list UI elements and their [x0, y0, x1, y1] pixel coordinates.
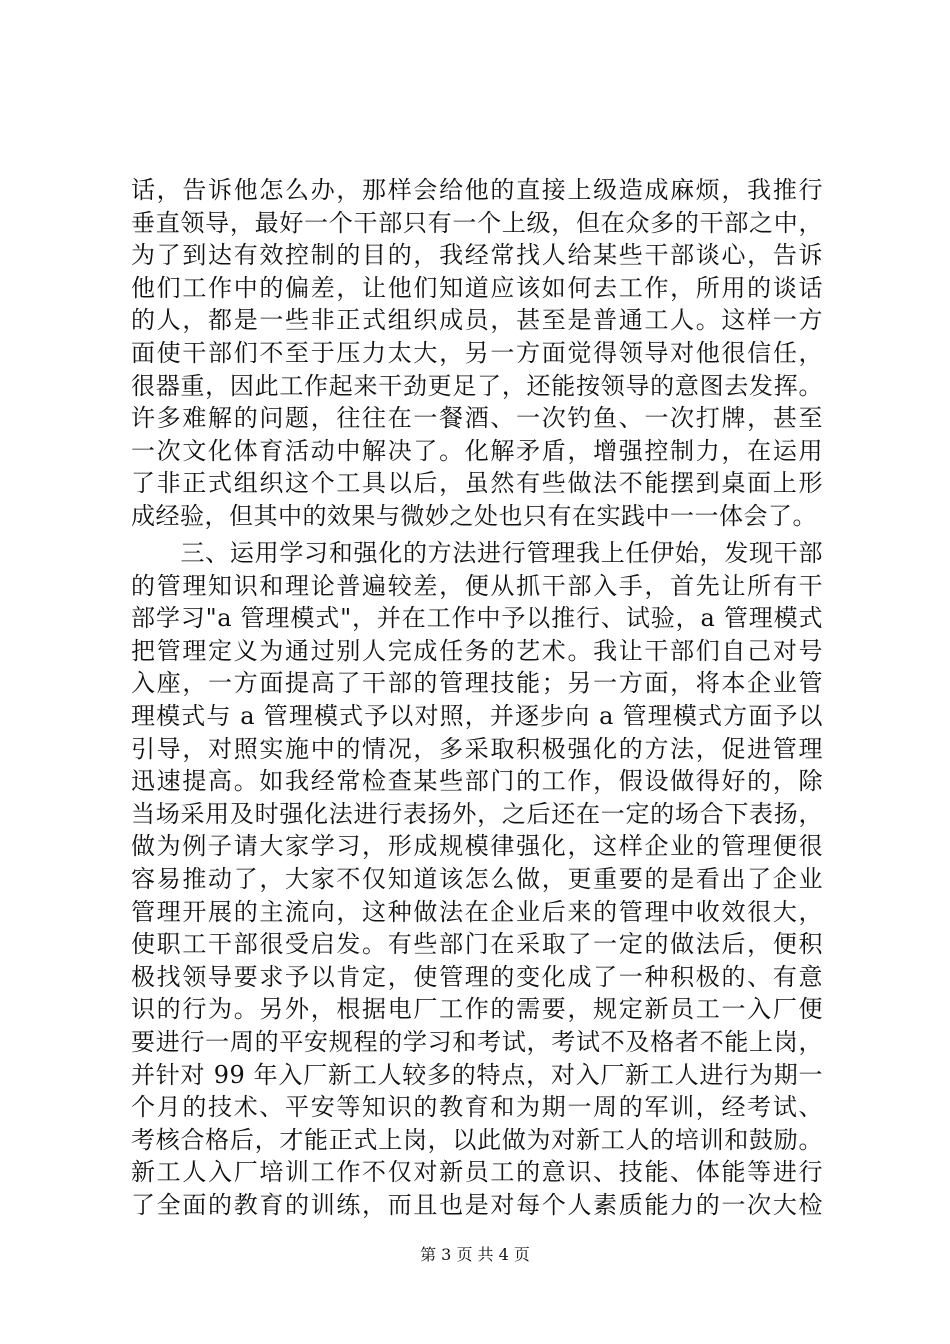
text-line: 并针对 99 年入厂新工人较多的特点，对入厂新工人进行为期一	[131, 1060, 823, 1089]
text-line: 新工人入厂培训工作不仅对新员工的意识、技能、体能等进行	[131, 1158, 823, 1187]
text-line: 当场采用及时强化法进行表扬外，之后还在一定的场合下表扬，	[131, 799, 823, 828]
text-line: 入座，一方面提高了干部的管理技能；另一方面，将本企业管	[131, 669, 823, 698]
text-line: 很器重，因此工作起来干劲更足了，还能按领导的意图去发挥。	[131, 371, 823, 400]
text-line: 了非正式组织这个工具以后，虽然有些做法不能摆到桌面上形	[131, 469, 823, 498]
text-line: 他们工作中的偏差，让他们知道应该如何去工作，所用的谈话	[131, 273, 823, 302]
text-line: 垂直领导，最好一个干部只有一个上级，但在众多的干部之中，	[131, 208, 823, 237]
text-line: 话，告诉他怎么办，那样会给他的直接上级造成麻烦，我推行	[131, 176, 823, 204]
text-line: 许多难解的问题，往往在一餐酒、一次钓鱼、一次打牌，甚至	[131, 404, 823, 433]
paragraph-2	[131, 537, 823, 1221]
text-line: 的管理知识和理论普遍较差，便从抓干部入手，首先让所有干	[131, 571, 823, 600]
text-line: 个月的技术、平安等知识的教育和为期一周的军训，经考试、	[131, 1093, 823, 1122]
text-line: 要进行一周的平安规程的学习和考试，考试不及格者不能上岗，	[131, 1027, 823, 1056]
text-line: 使职工干部很受启发。有些部门在采取了一定的做法后，便积	[131, 930, 823, 959]
text-line: 管理开展的主流向，这种做法在企业后来的管理中收效很大，	[131, 897, 823, 926]
text-line: 做为例子请大家学习，形成规模律强化，这样企业的管理便很	[131, 832, 823, 861]
text-line: 为了到达有效控制的目的，我经常找人给某些干部谈心，告诉	[131, 241, 823, 270]
text-line: 部学习"a 管理模式"，并在工作中予以推行、试验，a 管理模式	[131, 604, 823, 633]
text-line: 考核合格后，才能正式上岗，以此做为对新工人的培训和鼓励。	[131, 1125, 823, 1154]
text-line: 把管理定义为通过别人完成任务的艺术。我让干部们自己对号	[131, 636, 823, 665]
text-line: 的人，都是一些非正式组织成员，甚至是普通工人。这样一方	[131, 306, 823, 335]
text-line: 极找领导要求予以肯定，使管理的变化成了一种积极的、有意	[131, 962, 823, 991]
text-line: 成经验，但其中的效果与微妙之处也只有在实践中一一体会了。	[131, 501, 817, 530]
text-line: 容易推动了，大家不仅知道该怎么做，更重要的是看出了企业	[131, 864, 823, 893]
text-line: 引导，对照实施中的情况，多采取积极强化的方法，促进管理	[131, 734, 823, 763]
text-line: 识的行为。另外，根据电厂工作的需要，规定新员工一入厂便	[131, 995, 823, 1024]
page-number-footer: 第 3 页 共 4 页	[420, 1245, 530, 1264]
text-line: 一次文化体育活动中解决了。化解矛盾，增强控制力，在运用	[131, 436, 823, 465]
text-line: 理模式与 a 管理模式予以对照，并逐步向 a 管理模式方面予以	[131, 701, 823, 730]
text-line: 了全面的教育的训练，而且也是对每个人素质能力的一次大检	[131, 1190, 823, 1219]
text-line: 三、运用学习和强化的方法进行管理我上任伊始，发现干部	[131, 539, 823, 567]
paragraph-1	[131, 174, 823, 533]
text-line: 迅速提高。如我经常检查某些部门的工作，假设做得好的，除	[131, 767, 823, 796]
text-line: 面使干部们不至于压力太大，另一方面觉得领导对他很信任，	[131, 338, 823, 367]
